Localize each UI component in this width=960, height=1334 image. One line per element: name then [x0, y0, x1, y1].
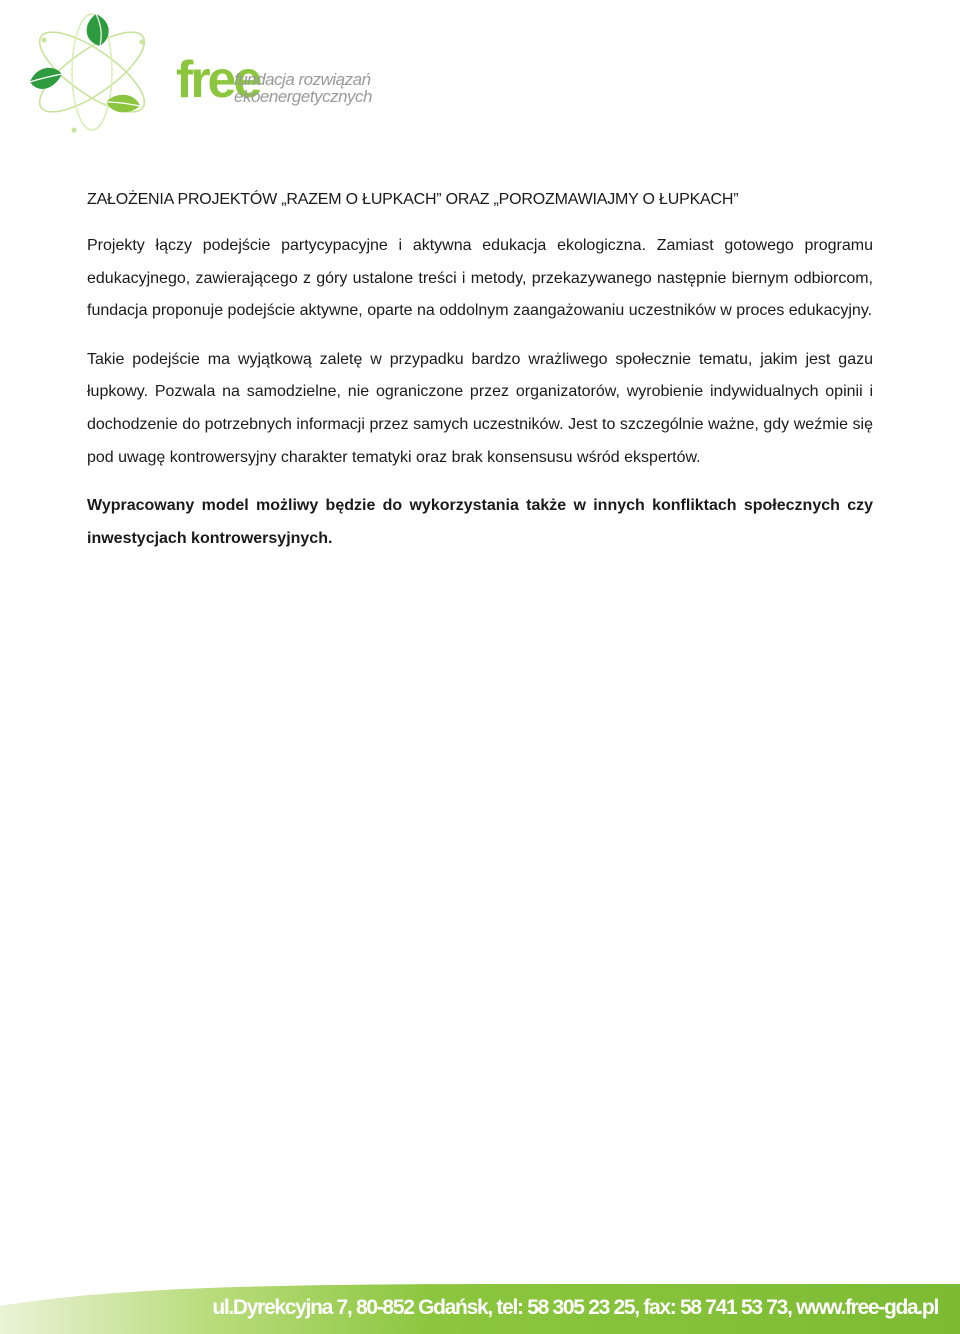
logo-tagline: [234, 71, 372, 105]
footer-address: ul.Dyrekcyjna 7, 80-852 Gdańsk, tel: 58 305 23 25, fax: 58 741 53 73, www.free-gda.pl: [212, 1296, 938, 1319]
paragraph-advantage: Takie podejście ma wyjątkową zaletę w przypadku bardzo wrażliwego społecznie tematu, jakim jest gazu łupkowy. Pozwala na samodzielne, nie ograniczone przez organizatorów, wyrobienie indywidualnych opinii i dochodzenie do potrzebnych informacji przez samych uczestników. Jest to szczególnie ważne, gdy weźmie się pod uwagę kontrowersyjny charakter tematyki oraz brak konsensusu wśród ekspertów.: [87, 350, 873, 466]
paragraph-intro: Projekty łączy podejście partycypacyjne i aktywna edukacja ekologiczna. Zamiast gotowego programu edukacyjnego, zawierającego z góry ustalone treści i metody, przekazywanego następnie biernym odbiorcom, fundacja proponuje podejście aktywne, oparte na oddolnym zaangażowaniu uczestników w proces edukacyjny.: [87, 237, 873, 320]
logo-tagline-line1: fundacja rozwiązań: [234, 70, 371, 89]
footer-contact-bar: [0, 1280, 960, 1334]
logo-wordmark: free: [176, 51, 260, 109]
foundation-logo: [22, 2, 382, 142]
document-body: [87, 186, 873, 571]
leaf-atom-icon: [22, 2, 182, 142]
document-heading: ZAŁOŻENIA PROJEKTÓW „RAZEM O ŁUPKACH” ORAZ „POROZMAWIAJMY O ŁUPKACH”: [87, 191, 739, 208]
paragraph-conclusion: Wypracowany model możliwy będzie do wykorzystania także w innych konfliktach społecznych czy inwestycjach kontrowersyjnych.: [87, 497, 873, 547]
logo-tagline-line2: ekoenergetycznych: [234, 87, 372, 106]
